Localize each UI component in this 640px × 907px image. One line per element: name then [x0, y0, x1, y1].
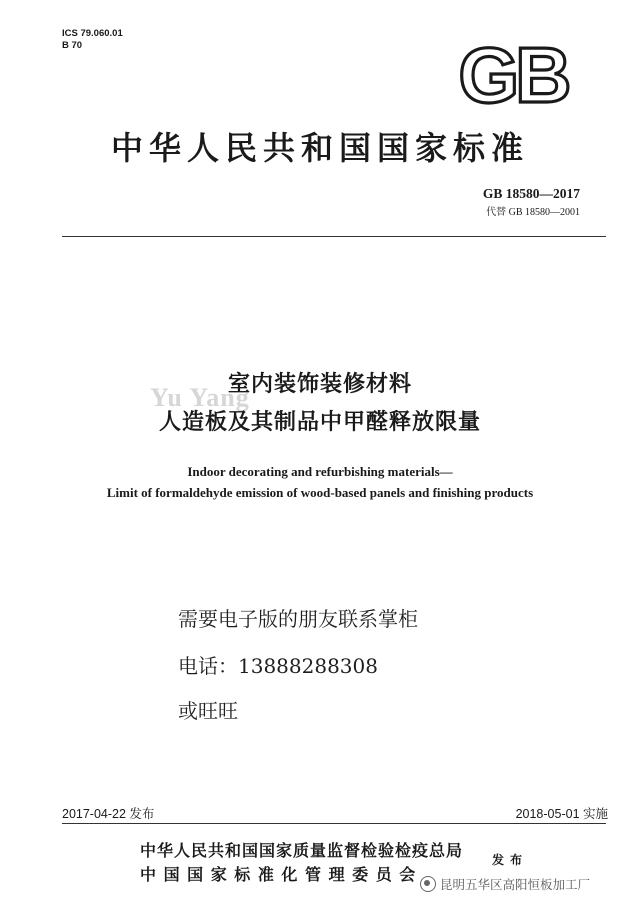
- ccs-code: B 70: [62, 40, 83, 51]
- contact-phone: 电话：13888288308: [178, 654, 378, 678]
- account-icon: [420, 876, 436, 892]
- contact-line-1: 需要电子版的朋友联系掌柜: [178, 607, 418, 631]
- standard-code: [483, 186, 580, 218]
- standard-type-title: 中华人民共和国国家标准: [110, 129, 529, 167]
- source-watermark: [420, 875, 590, 893]
- classification-codes: [62, 28, 123, 52]
- english-title-line-1: Indoor decorating and refurbishing materials—: [187, 464, 453, 479]
- english-title-line-2: Limit of formaldehyde emission of wood-based panels and finishing products: [106, 485, 534, 500]
- source-watermark-text: 昆明五华区高阳恒板加工厂: [440, 877, 591, 892]
- implementation-date: 2018-05-01 实施: [515, 807, 608, 821]
- faint-watermark: Yu Yang: [150, 383, 250, 412]
- issuer-line-1: 中华人民共和国国家质量监督检验检疫总局: [140, 841, 464, 860]
- publish-label: 发布: [492, 853, 529, 867]
- gb-logo: [444, 36, 582, 112]
- chinese-title-line-2: 人造板及其制品中甲醛释放限量: [158, 410, 481, 435]
- gb-logo-text: GB: [458, 36, 568, 112]
- standard-number: GB 18580—2017: [482, 186, 580, 201]
- contact-line-3: 或旺旺: [178, 699, 238, 723]
- issuer-line-2: 中 国 国 家 标 准 化 管 理 委 员 会: [140, 865, 417, 884]
- replaces-note: 代替 GB 18580—2001: [486, 207, 580, 218]
- issue-date: 2017-04-22 发布: [62, 807, 155, 821]
- ics-code: ICS 79.060.01: [62, 28, 123, 39]
- footer-divider: [62, 823, 606, 824]
- chinese-title-line-1: 室内装饰装修材料: [227, 372, 412, 397]
- header-divider: [62, 236, 606, 237]
